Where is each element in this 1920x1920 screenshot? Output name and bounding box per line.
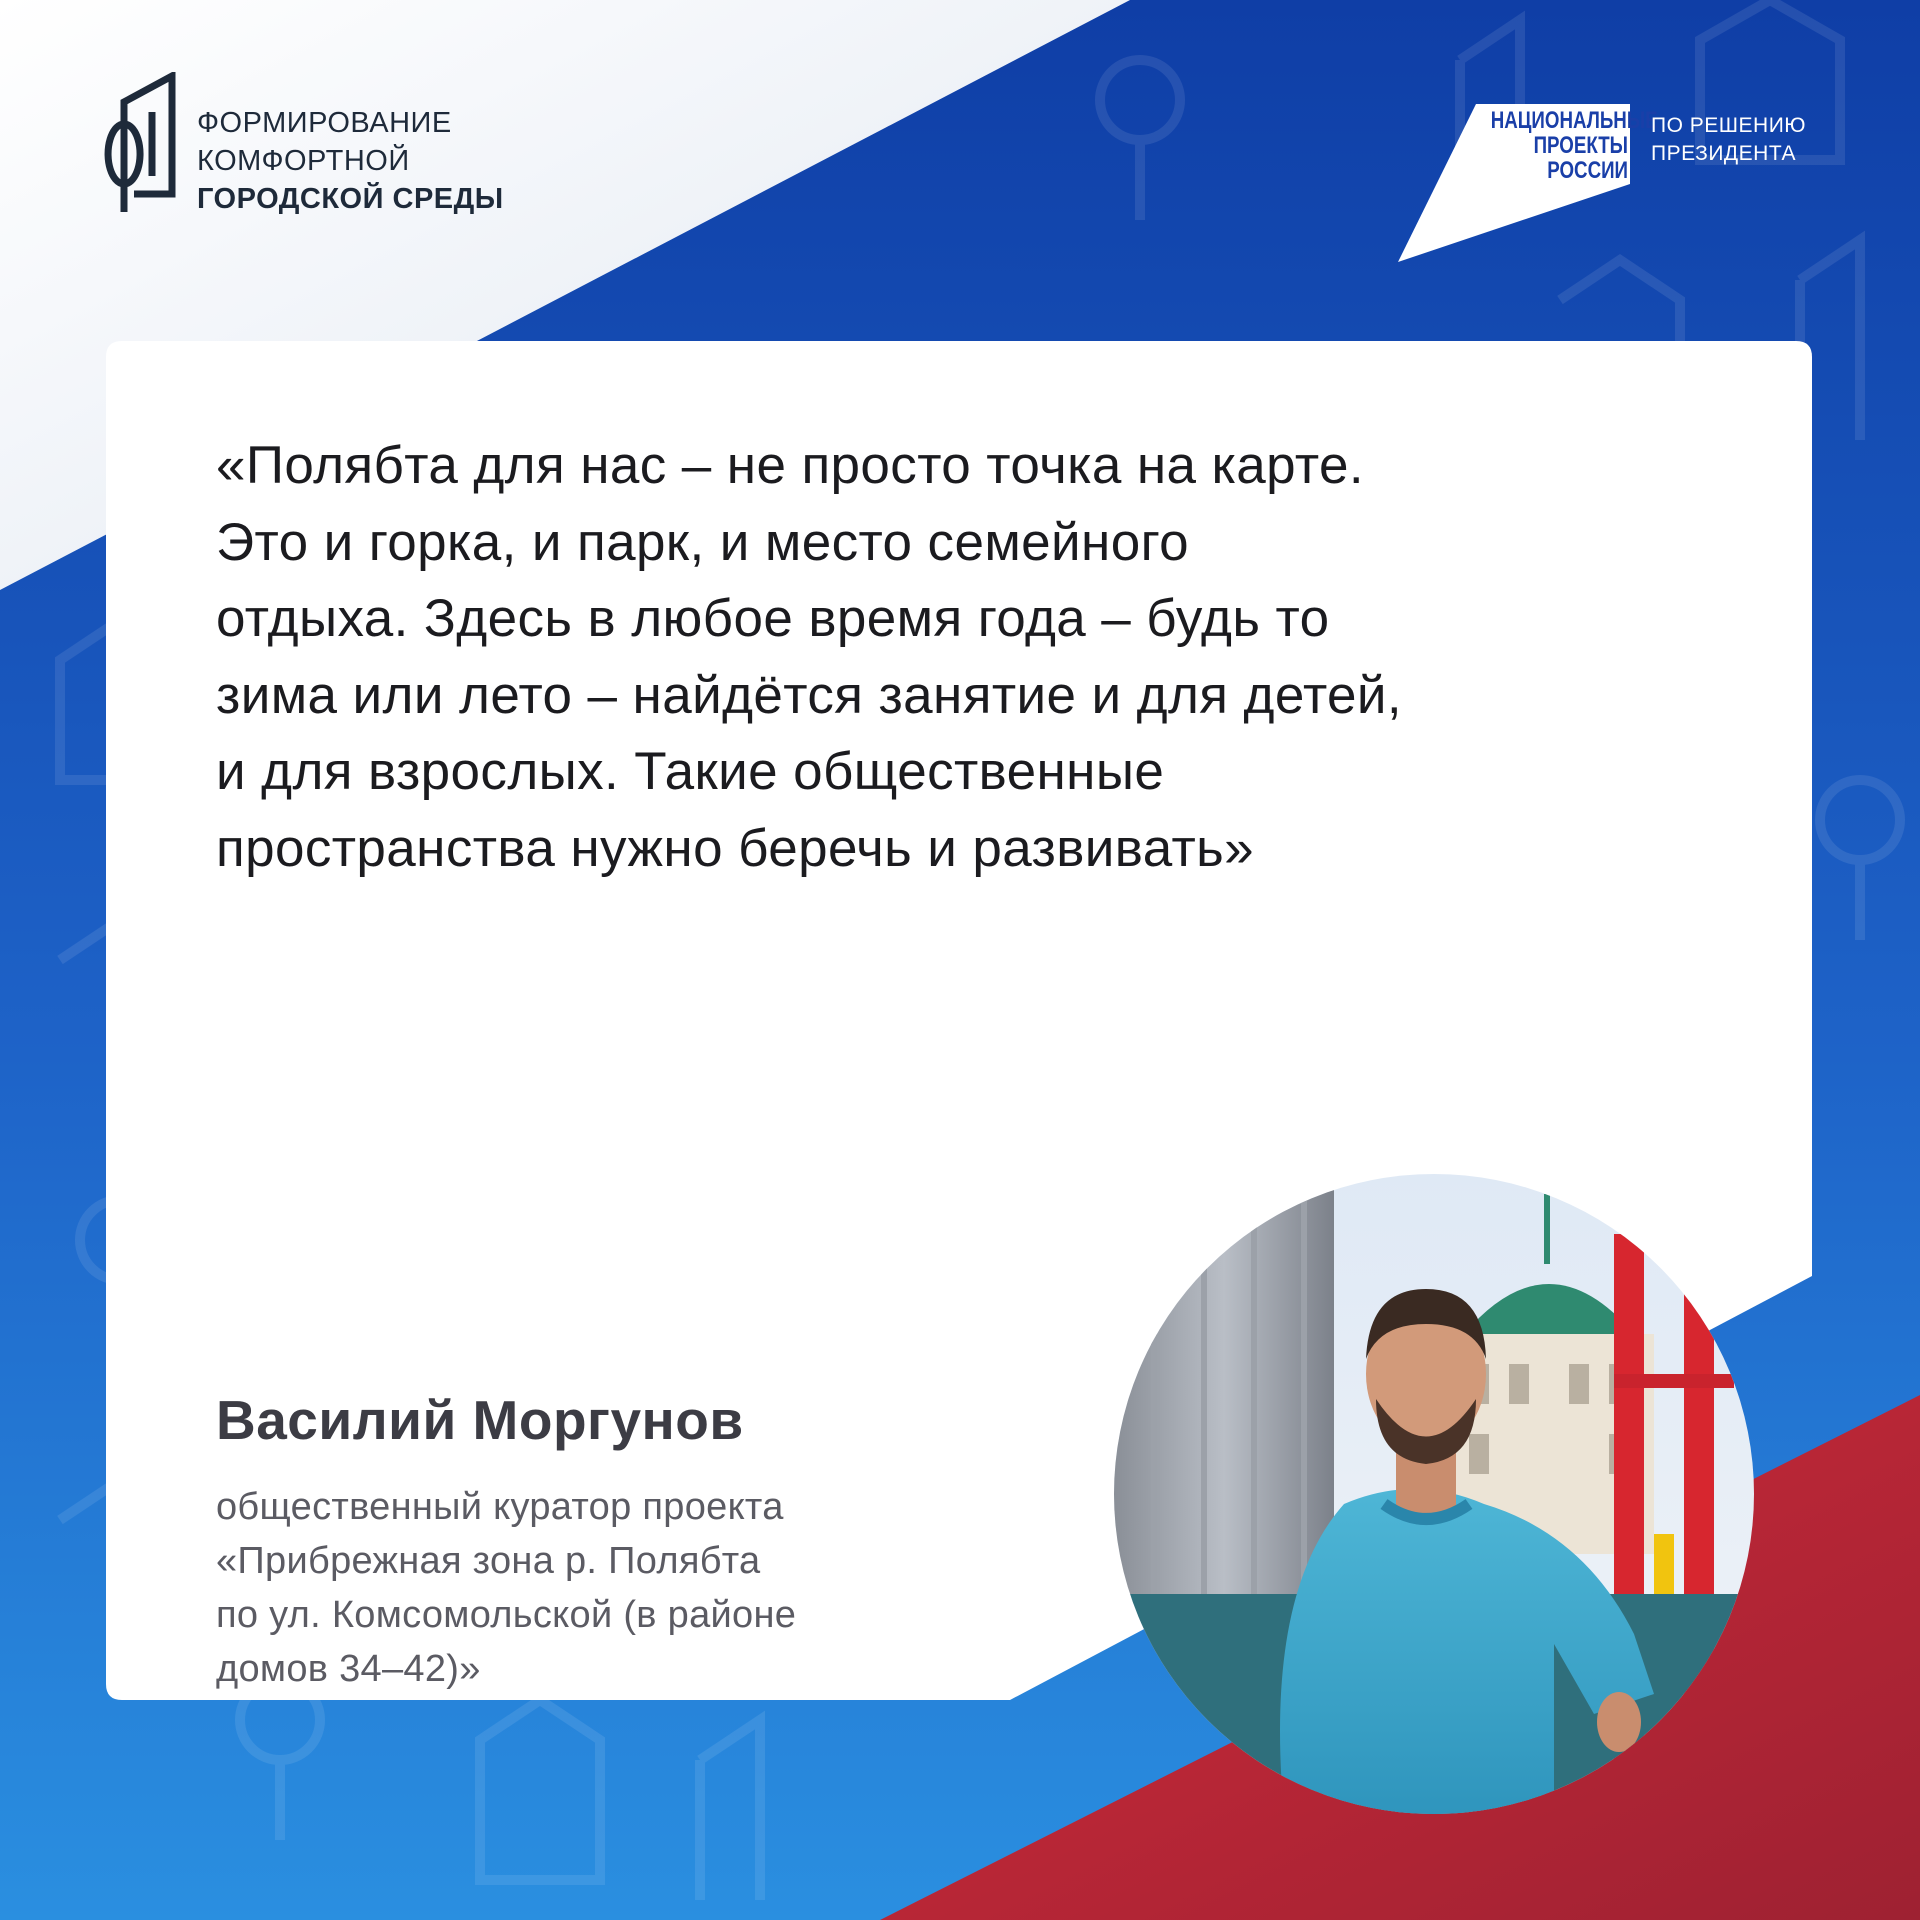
author-name: Василий Моргунов bbox=[216, 1389, 744, 1451]
author-role bbox=[216, 1480, 936, 1696]
logo-line-2: КОМФОРТНОЙ bbox=[197, 145, 410, 177]
np-side-line-1: ПО РЕШЕНИЮ bbox=[1651, 114, 1807, 137]
np-line-1: НАЦИОНАЛЬНЫЕ bbox=[1490, 107, 1658, 134]
role-line: домов 34–42)» bbox=[216, 1648, 481, 1690]
logo-line-3: ГОРОДСКОЙ СРЕДЫ bbox=[197, 183, 504, 215]
quote-line: зима или лето – найдётся занятие и для детей, bbox=[216, 665, 1403, 725]
np-line-2: ПРОЕКТЫ bbox=[1533, 132, 1628, 159]
portrait-photo bbox=[1114, 1174, 1754, 1814]
quote-line: Это и горка, и парк, и место семейного bbox=[216, 512, 1190, 572]
np-side-line-2: ПРЕЗИДЕНТА bbox=[1651, 142, 1796, 165]
quote-line: пространства нужно беречь и развивать» bbox=[216, 818, 1255, 878]
quote-line: «Полябта для нас – не просто точка на карте. bbox=[216, 436, 1364, 495]
logo-line-1: ФОРМИРОВАНИЕ bbox=[197, 107, 452, 139]
quote-text bbox=[216, 428, 1696, 887]
np-line-3: РОССИИ bbox=[1547, 157, 1628, 184]
quote-line: отдыха. Здесь в любое время года – будь то bbox=[216, 589, 1330, 648]
role-line: общественный куратор проекта bbox=[216, 1486, 784, 1528]
quote-line: и для взрослых. Такие общественные bbox=[216, 742, 1165, 801]
role-line: «Прибрежная зона р. Полябта bbox=[216, 1540, 761, 1582]
role-line: по ул. Комсомольской (в районе bbox=[216, 1594, 797, 1636]
